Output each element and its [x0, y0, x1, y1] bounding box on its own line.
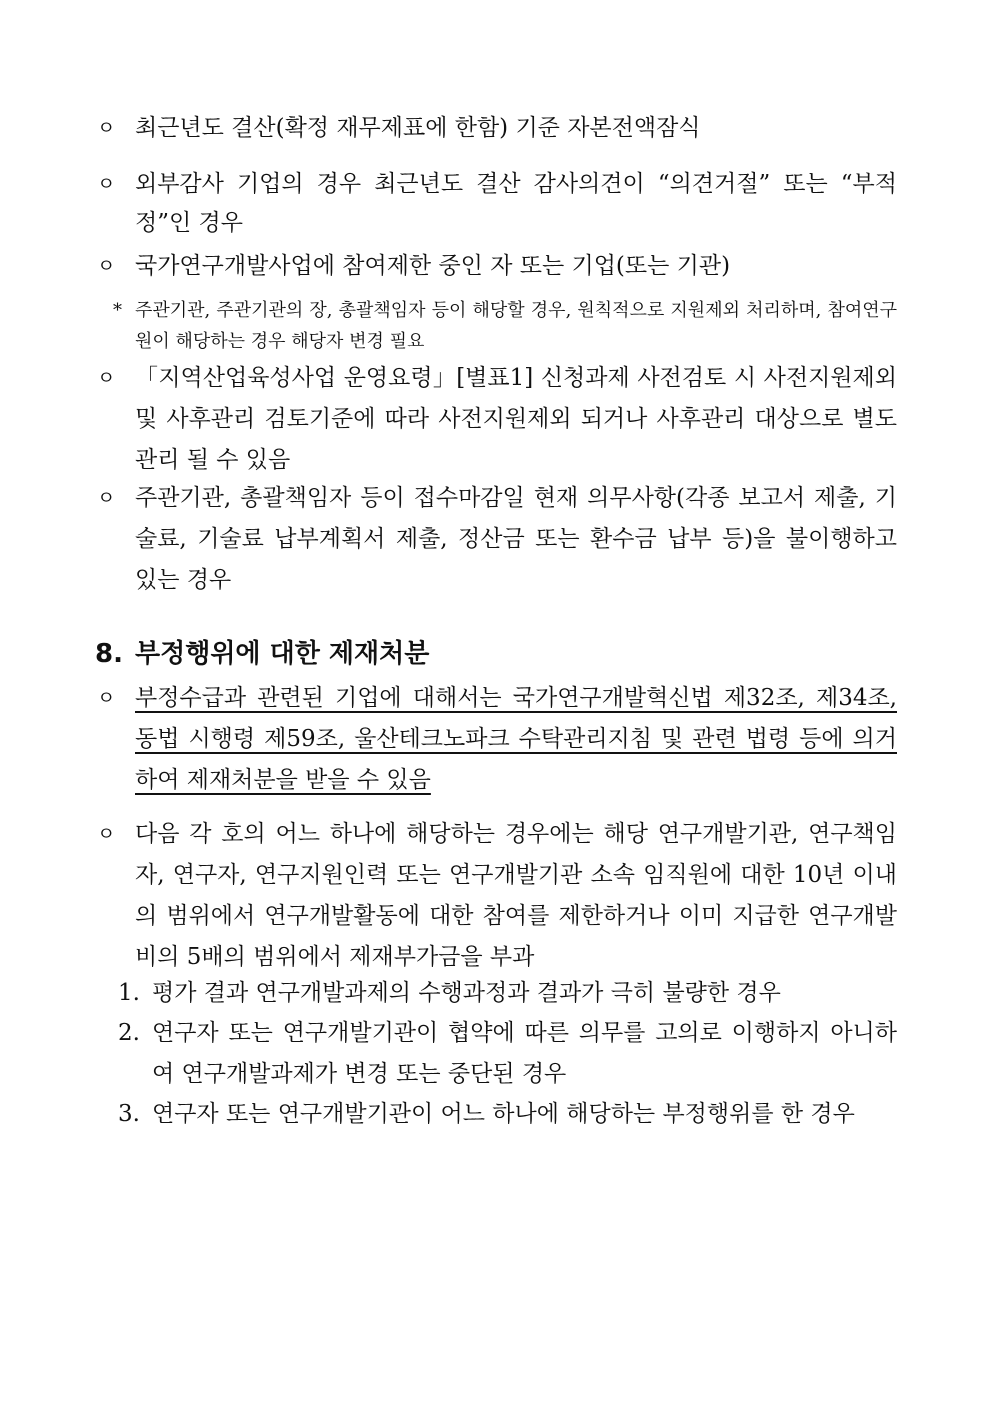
list-item-text: 「지역산업육성사업 운영요령」[별표1] 신청과제 사전검토 시 사전지원제외 및 사후관리 검토기준에 따라 사전지원제외 되거나 사후관리 대상으로 별도 관리 될 수 있음 — [135, 365, 897, 473]
list-item — [97, 246, 897, 287]
item-number: 1. — [118, 980, 140, 1006]
item-number: 3. — [118, 1101, 140, 1127]
asterisk-mark: * — [113, 300, 122, 321]
footnote — [113, 295, 897, 357]
circle-bullet: ㅇ — [97, 367, 116, 389]
numbered-item — [118, 973, 897, 1014]
list-item-text: 국가연구개발사업에 참여제한 중인 자 또는 기업(또는 기관) — [135, 253, 731, 279]
item-number: 2. — [118, 1020, 140, 1046]
circle-bullet: ㅇ — [97, 173, 116, 195]
numbered-item — [118, 1094, 897, 1135]
list-item-text: 주관기관, 총괄책임자 등이 접수마감일 현재 의무사항(각종 보고서 제출, 기술료, 기술료 납부계획서 제출, 정산금 또는 환수금 납부 등)을 불이행하고 있는 경우 — [135, 485, 897, 593]
underlined-text: 부정수급과 관련된 기업에 대해서는 국가연구개발혁신법 제32조, 제34조, 동법 시행령 제59조, 울산테크노파크 수탁관리지침 및 관련 법령 등에 의거하여 제재처분을 받을 수 있음 — [135, 685, 897, 793]
list-item — [97, 478, 897, 601]
circle-bullet: ㅇ — [97, 117, 116, 139]
circle-bullet: ㅇ — [97, 823, 116, 845]
list-item — [97, 814, 897, 978]
section-number: 8. — [95, 639, 123, 669]
list-item — [97, 165, 897, 243]
list-item — [97, 678, 897, 801]
circle-bullet: ㅇ — [97, 687, 116, 709]
list-item — [97, 358, 897, 481]
list-item-text: 외부감사 기업의 경우 최근년도 결산 감사의견이 “의견거절” 또는 “부적정”인 경우 — [135, 171, 897, 236]
numbered-item — [118, 1013, 897, 1095]
list-item-text: 다음 각 호의 어느 하나에 해당하는 경우에는 해당 연구개발기관, 연구책임자, 연구자, 연구지원인력 또는 연구개발기관 소속 임직원에 대한 10년 이내의 범위에서 연구개발활동에 대한 참여를 제한하거나 이미 지급한 연구개발비의 5배의 범위에서 제재부가금을 부과 — [135, 821, 897, 970]
circle-bullet: ㅇ — [97, 255, 116, 277]
list-item — [97, 108, 897, 149]
circle-bullet: ㅇ — [97, 487, 116, 509]
section-heading — [95, 632, 895, 676]
numbered-item-text: 연구자 또는 연구개발기관이 어느 하나에 해당하는 부정행위를 한 경우 — [152, 1101, 855, 1127]
footnote-text: 주관기관, 주관기관의 장, 총괄책임자 등이 해당할 경우, 원칙적으로 지원제외 처리하며, 참여연구원이 해당하는 경우 해당자 변경 필요 — [135, 300, 897, 352]
numbered-item-text: 평가 결과 연구개발과제의 수행과정과 결과가 극히 불량한 경우 — [152, 980, 781, 1006]
list-item-text: 최근년도 결산(확정 재무제표에 한함) 기준 자본전액잠식 — [135, 115, 701, 141]
numbered-item-text: 연구자 또는 연구개발기관이 협약에 따른 의무를 고의로 이행하지 아니하여 연구개발과제가 변경 또는 중단된 경우 — [152, 1020, 897, 1087]
section-title: 부정행위에 대한 제재처분 — [134, 639, 430, 669]
